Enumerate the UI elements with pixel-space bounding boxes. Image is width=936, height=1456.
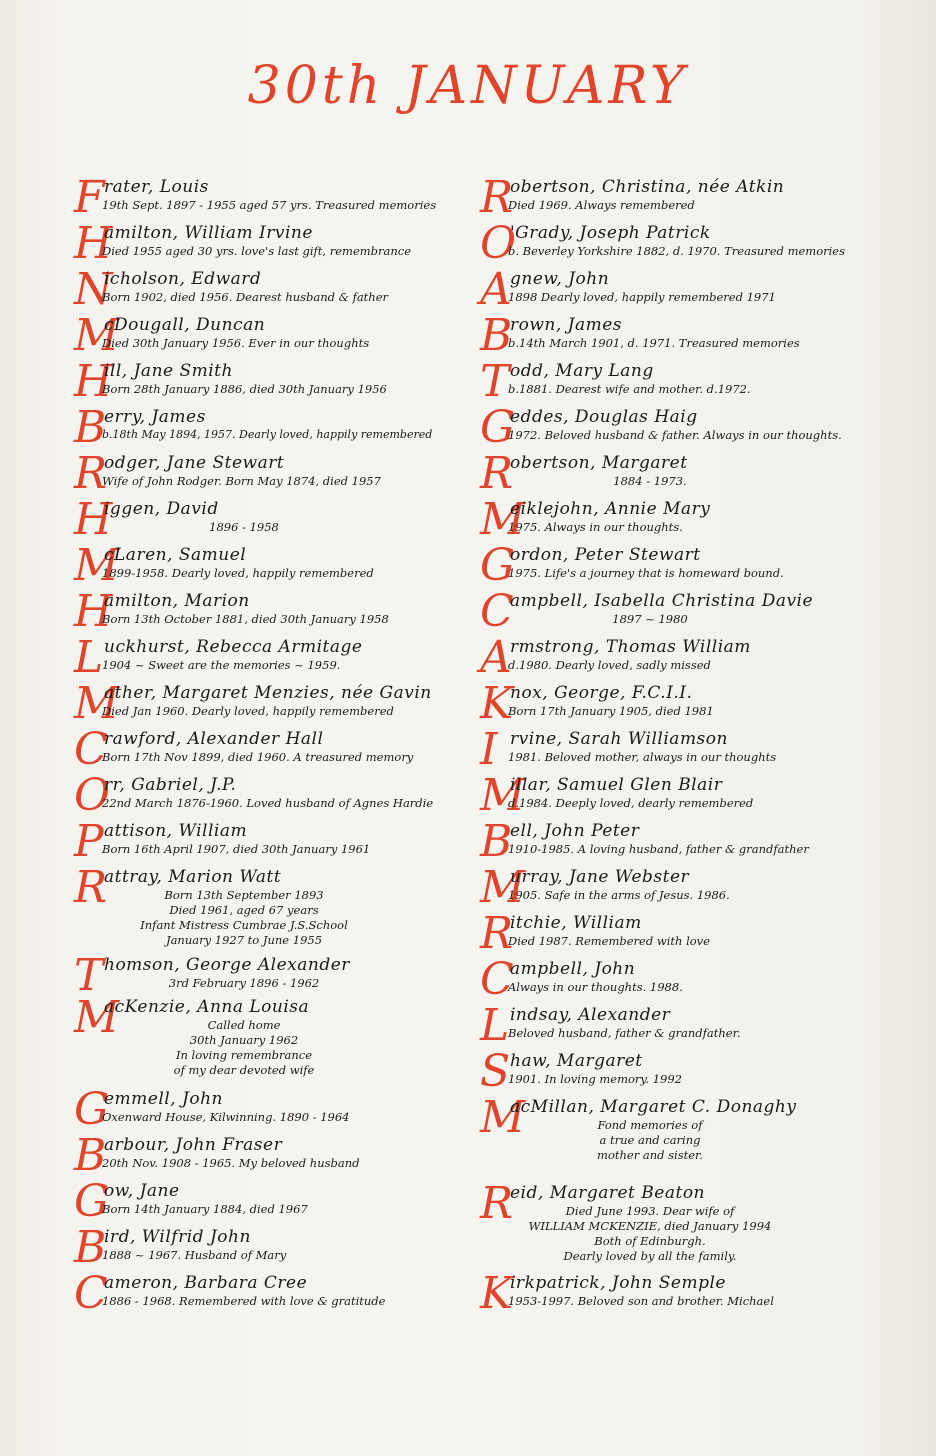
entry-initial: R bbox=[480, 908, 514, 959]
entry-detail: Born 13th September 1893 bbox=[164, 888, 324, 902]
memorial-entry bbox=[480, 862, 856, 913]
entry-initial: R bbox=[480, 448, 514, 499]
entry-detail: of my dear devoted wife bbox=[173, 1063, 315, 1077]
entry-name: ordon, Peter Stewart bbox=[510, 545, 701, 565]
entry-name: eid, Margaret Beaton bbox=[510, 1183, 705, 1203]
entry-detail: 19th Sept. 1897 - 1955 aged 57 yrs. Treasured memories bbox=[102, 198, 437, 212]
entry-name: rr, Gabriel, J.P. bbox=[104, 775, 237, 795]
entry-initial: R bbox=[74, 862, 108, 913]
entry-name: ill, Jane Smith bbox=[104, 361, 233, 381]
entry-initial: L bbox=[480, 1000, 510, 1051]
entry-detail: Born 13th October 1881, died 30th January 1958 bbox=[102, 612, 389, 626]
entry-name: 'Grady, Joseph Patrick bbox=[510, 223, 711, 243]
memorial-entry bbox=[74, 586, 446, 637]
entry-initial: M bbox=[74, 678, 120, 729]
entry-detail: Born 17th January 1905, died 1981 bbox=[508, 704, 714, 718]
entry-detail: Died June 1993. Dear wife of bbox=[565, 1204, 735, 1218]
entry-detail: Born 17th Nov 1899, died 1960. A treasured memory bbox=[102, 750, 414, 764]
memorial-entry bbox=[480, 402, 856, 453]
entry-detail: b. Beverley Yorkshire 1882, d. 1970. Treasured memories bbox=[508, 244, 845, 258]
entry-detail: Died 1969. Always remembered bbox=[508, 198, 695, 212]
entry-detail: Born 16th April 1907, died 30th January 1961 bbox=[102, 842, 371, 856]
entry-initial: R bbox=[74, 448, 108, 499]
entry-name: urray, Jane Webster bbox=[510, 867, 690, 887]
entry-initial: M bbox=[480, 1092, 526, 1143]
entry-name: rater, Louis bbox=[104, 177, 209, 197]
memorial-entry bbox=[74, 264, 446, 315]
entry-detail: 1898 Dearly loved, happily remembered 1971 bbox=[508, 290, 776, 304]
entry-name: haw, Margaret bbox=[510, 1051, 643, 1071]
memorial-entry bbox=[480, 264, 856, 315]
entry-name: rmstrong, Thomas William bbox=[510, 637, 751, 657]
memorial-entry bbox=[480, 724, 856, 775]
entry-name: iggen, David bbox=[104, 499, 219, 519]
entry-detail: Dearly loved by all the family. bbox=[563, 1249, 737, 1263]
entry-detail: Born 1902, died 1956. Dearest husband & father bbox=[102, 290, 389, 304]
entry-initial: M bbox=[74, 310, 120, 361]
memorial-entry bbox=[480, 1000, 856, 1051]
entry-detail: b.1881. Dearest wife and mother. d.1972. bbox=[508, 382, 751, 396]
memorial-entry bbox=[74, 724, 446, 775]
entry-name: amilton, Marion bbox=[104, 591, 250, 611]
entry-initial: C bbox=[74, 724, 108, 775]
entry-initial: T bbox=[74, 950, 104, 1001]
entry-detail: Died 1955 aged 30 yrs. love's last gift, remembrance bbox=[102, 244, 412, 258]
memorial-entry bbox=[480, 954, 856, 1005]
entry-initial: C bbox=[74, 1268, 108, 1319]
entry-name: ird, Wilfrid John bbox=[104, 1227, 251, 1247]
entry-name: arbour, John Fraser bbox=[104, 1135, 283, 1155]
memorial-entry bbox=[480, 908, 856, 959]
entry-detail: 1953-1997. Beloved son and brother. Michael bbox=[508, 1294, 774, 1308]
entry-detail: Fond memories of bbox=[597, 1118, 703, 1132]
entry-name: eiklejohn, Annie Mary bbox=[510, 499, 711, 519]
memorial-entry bbox=[480, 172, 856, 223]
entry-detail: Wife of John Rodger. Born May 1874, died 1957 bbox=[102, 474, 381, 488]
entry-detail: Called home bbox=[207, 1018, 281, 1032]
memorial-entry bbox=[480, 1046, 856, 1097]
entry-name: obertson, Christina, née Atkin bbox=[510, 177, 785, 197]
memorial-entry bbox=[480, 1092, 856, 1171]
entry-name: gnew, John bbox=[510, 269, 610, 289]
entry-detail: 20th Nov. 1908 - 1965. My beloved husband bbox=[102, 1156, 360, 1170]
entry-detail: 1896 - 1958 bbox=[209, 520, 279, 534]
entry-name: icholson, Edward bbox=[104, 269, 262, 289]
entry-name: attray, Marion Watt bbox=[104, 867, 282, 887]
memorial-entry bbox=[480, 310, 856, 361]
entry-detail: Born 28th January 1886, died 30th January 1956 bbox=[102, 382, 387, 396]
entry-name: erry, James bbox=[104, 407, 206, 427]
entry-initial: G bbox=[74, 1084, 110, 1135]
entry-detail: Always in our thoughts. 1988. bbox=[508, 980, 683, 994]
memorial-entry bbox=[74, 816, 446, 867]
entry-detail: 3rd February 1896 - 1962 bbox=[168, 976, 320, 990]
memorial-entry bbox=[74, 172, 446, 223]
memorial-entry bbox=[74, 1130, 446, 1181]
entry-detail: 1901. In loving memory. 1992 bbox=[508, 1072, 682, 1086]
entry-initial: H bbox=[74, 586, 113, 637]
entry-detail: 1981. Beloved mother, always in our thoughts bbox=[508, 750, 777, 764]
memorial-entry bbox=[74, 402, 446, 453]
entry-name: obertson, Margaret bbox=[510, 453, 688, 473]
memorial-entry bbox=[74, 356, 446, 407]
entry-initial: A bbox=[480, 632, 512, 683]
entry-initial: T bbox=[480, 356, 510, 407]
entry-initial: C bbox=[480, 954, 514, 1005]
entry-detail: 1886 - 1968. Remembered with love & gratitude bbox=[102, 1294, 386, 1308]
entry-detail: Both of Edinburgh. bbox=[594, 1234, 706, 1248]
entry-initial: H bbox=[74, 356, 113, 407]
entry-name: eddes, Douglas Haig bbox=[510, 407, 698, 427]
entry-name: ampbell, John bbox=[510, 959, 636, 979]
entry-detail: d.1984. Deeply loved, dearly remembered bbox=[508, 796, 754, 810]
entry-name: cLaren, Samuel bbox=[104, 545, 247, 565]
entry-initial: N bbox=[74, 264, 113, 315]
entry-initial: C bbox=[480, 586, 514, 637]
entry-initial: R bbox=[480, 1178, 514, 1229]
memorial-entry bbox=[480, 1268, 856, 1319]
memorial-entry bbox=[480, 816, 856, 867]
memorial-entry bbox=[480, 1178, 856, 1272]
memorial-entry bbox=[74, 1176, 446, 1227]
memorial-entry bbox=[480, 218, 856, 269]
entry-name: ow, Jane bbox=[104, 1181, 180, 1201]
entry-detail: Beloved husband, father & grandfather. bbox=[508, 1026, 741, 1040]
entry-name: acKenzie, Anna Louisa bbox=[104, 997, 310, 1017]
entry-name: ather, Margaret Menzies, née Gavin bbox=[104, 683, 432, 703]
entry-initial: M bbox=[480, 862, 526, 913]
entry-name: attison, William bbox=[104, 821, 248, 841]
entry-initial: G bbox=[480, 402, 516, 453]
entry-name: ampbell, Isabella Christina Davie bbox=[510, 591, 814, 611]
entry-initial: B bbox=[74, 402, 107, 453]
entry-name: odger, Jane Stewart bbox=[104, 453, 285, 473]
entry-initial: H bbox=[74, 218, 113, 269]
memorial-entry bbox=[480, 540, 856, 591]
memorial-entry bbox=[74, 992, 446, 1086]
entry-name: rvine, Sarah Williamson bbox=[510, 729, 728, 749]
memorial-entry bbox=[74, 1268, 446, 1319]
memorial-entry bbox=[74, 950, 446, 1001]
entry-name: rown, James bbox=[510, 315, 623, 335]
entry-initial: G bbox=[74, 1176, 110, 1227]
entry-name: emmell, John bbox=[104, 1089, 223, 1109]
entry-detail: Died 1987. Remembered with love bbox=[508, 934, 710, 948]
entry-detail: a true and caring bbox=[599, 1133, 701, 1147]
entry-detail: January 1927 to June 1955 bbox=[165, 933, 323, 947]
entry-initial: G bbox=[480, 540, 516, 591]
memorial-entry bbox=[480, 770, 856, 821]
entry-detail: Died 1961, aged 67 years bbox=[169, 903, 319, 917]
entry-name: ameron, Barbara Cree bbox=[104, 1273, 308, 1293]
entry-initial: M bbox=[74, 540, 120, 591]
page-title: 30th JANUARY bbox=[247, 56, 689, 116]
memorial-entry bbox=[480, 678, 856, 729]
entry-initial: B bbox=[74, 1222, 107, 1273]
entry-detail: d.1980. Dearly loved, sadly missed bbox=[508, 658, 711, 672]
memorial-entry bbox=[74, 494, 446, 545]
memorial-entry bbox=[74, 1222, 446, 1273]
entry-initial: B bbox=[480, 816, 513, 867]
entry-name: amilton, William Irvine bbox=[104, 223, 313, 243]
entry-initial: P bbox=[74, 816, 104, 867]
entry-detail: 1897 ~ 1980 bbox=[612, 612, 688, 626]
memorial-entry bbox=[74, 632, 446, 683]
memorial-entry bbox=[74, 770, 446, 821]
entry-initial: O bbox=[74, 770, 111, 821]
entry-initial: K bbox=[480, 678, 513, 729]
entry-initial: L bbox=[74, 632, 104, 683]
entry-initial: S bbox=[480, 1046, 511, 1097]
entry-initial: O bbox=[480, 218, 517, 269]
memorial-entry bbox=[74, 218, 446, 269]
entry-initial: F bbox=[74, 172, 105, 223]
memorial-entry bbox=[480, 632, 856, 683]
entry-initial: B bbox=[74, 1130, 107, 1181]
memorial-entry bbox=[480, 356, 856, 407]
entry-initial: H bbox=[74, 494, 113, 545]
entry-name: irkpatrick, John Semple bbox=[510, 1273, 726, 1293]
entry-name: itchie, William bbox=[510, 913, 642, 933]
entry-detail: 1899-1958. Dearly loved, happily remembered bbox=[102, 566, 374, 580]
memorial-entry bbox=[74, 862, 446, 956]
entry-initial: B bbox=[480, 310, 513, 361]
entry-name: ell, John Peter bbox=[510, 821, 640, 841]
memorial-entry bbox=[74, 448, 446, 499]
entry-name: acMillan, Margaret C. Donaghy bbox=[510, 1097, 797, 1117]
memorial-entry bbox=[74, 540, 446, 591]
entry-name: nox, George, F.C.I.I. bbox=[510, 683, 693, 703]
entry-detail: 1888 ~ 1967. Husband of Mary bbox=[102, 1248, 287, 1262]
memorial-entry bbox=[480, 494, 856, 545]
entry-name: uckhurst, Rebecca Armitage bbox=[104, 637, 363, 657]
entry-detail: 1904 ~ Sweet are the memories ~ 1959. bbox=[102, 658, 341, 672]
entry-detail: 1975. Always in our thoughts. bbox=[508, 520, 683, 534]
memorial-entry bbox=[480, 586, 856, 637]
memorial-entry bbox=[74, 310, 446, 361]
entry-detail: In loving remembrance bbox=[175, 1048, 313, 1062]
entry-detail: 22nd March 1876-1960. Loved husband of Agnes Hardie bbox=[102, 796, 434, 810]
entry-name: odd, Mary Lang bbox=[510, 361, 654, 381]
entry-detail: WILLIAM MCKENZIE, died January 1994 bbox=[528, 1219, 772, 1233]
memorial-entry bbox=[480, 448, 856, 499]
entry-detail: 1972. Beloved husband & father. Always in our thoughts. bbox=[508, 428, 842, 442]
entry-detail: Oxenward House, Kilwinning. 1890 - 1964 bbox=[102, 1110, 350, 1124]
entry-name: indsay, Alexander bbox=[510, 1005, 671, 1025]
entry-detail: Infant Mistress Cumbrae J.S.School bbox=[140, 918, 348, 932]
entry-initial: I bbox=[480, 724, 498, 775]
entry-detail: 1905. Safe in the arms of Jesus. 1986. bbox=[508, 888, 730, 902]
entry-detail: 1975. Life's a journey that is homeward bound. bbox=[508, 566, 784, 580]
entry-initial: A bbox=[480, 264, 512, 315]
entry-name: cDougall, Duncan bbox=[104, 315, 266, 335]
memorial-entry bbox=[74, 678, 446, 729]
entry-name: illar, Samuel Glen Blair bbox=[510, 775, 723, 795]
entry-name: rawford, Alexander Hall bbox=[104, 729, 324, 749]
entry-initial: M bbox=[74, 992, 120, 1043]
entry-detail: Died Jan 1960. Dearly loved, happily remembered bbox=[102, 704, 394, 718]
memorial-entry bbox=[74, 1084, 446, 1135]
entry-initial: M bbox=[480, 494, 526, 545]
entry-initial: M bbox=[480, 770, 526, 821]
entry-initial: K bbox=[480, 1268, 513, 1319]
entry-detail: 1884 - 1973. bbox=[613, 474, 687, 488]
entry-name: homson, George Alexander bbox=[104, 955, 350, 975]
entry-detail: 1910-1985. A loving husband, father & grandfather bbox=[508, 842, 809, 856]
entry-detail: b.14th March 1901, d. 1971. Treasured memories bbox=[508, 336, 800, 350]
entry-detail: b.18th May 1894, 1957. Dearly loved, happily remembered bbox=[102, 428, 433, 441]
entry-detail: Born 14th January 1884, died 1967 bbox=[102, 1202, 308, 1216]
entry-initial: R bbox=[480, 172, 514, 223]
entry-detail: mother and sister. bbox=[597, 1148, 703, 1162]
entry-detail: Died 30th January 1956. Ever in our thoughts bbox=[102, 336, 370, 350]
entry-detail: 30th January 1962 bbox=[189, 1033, 299, 1047]
